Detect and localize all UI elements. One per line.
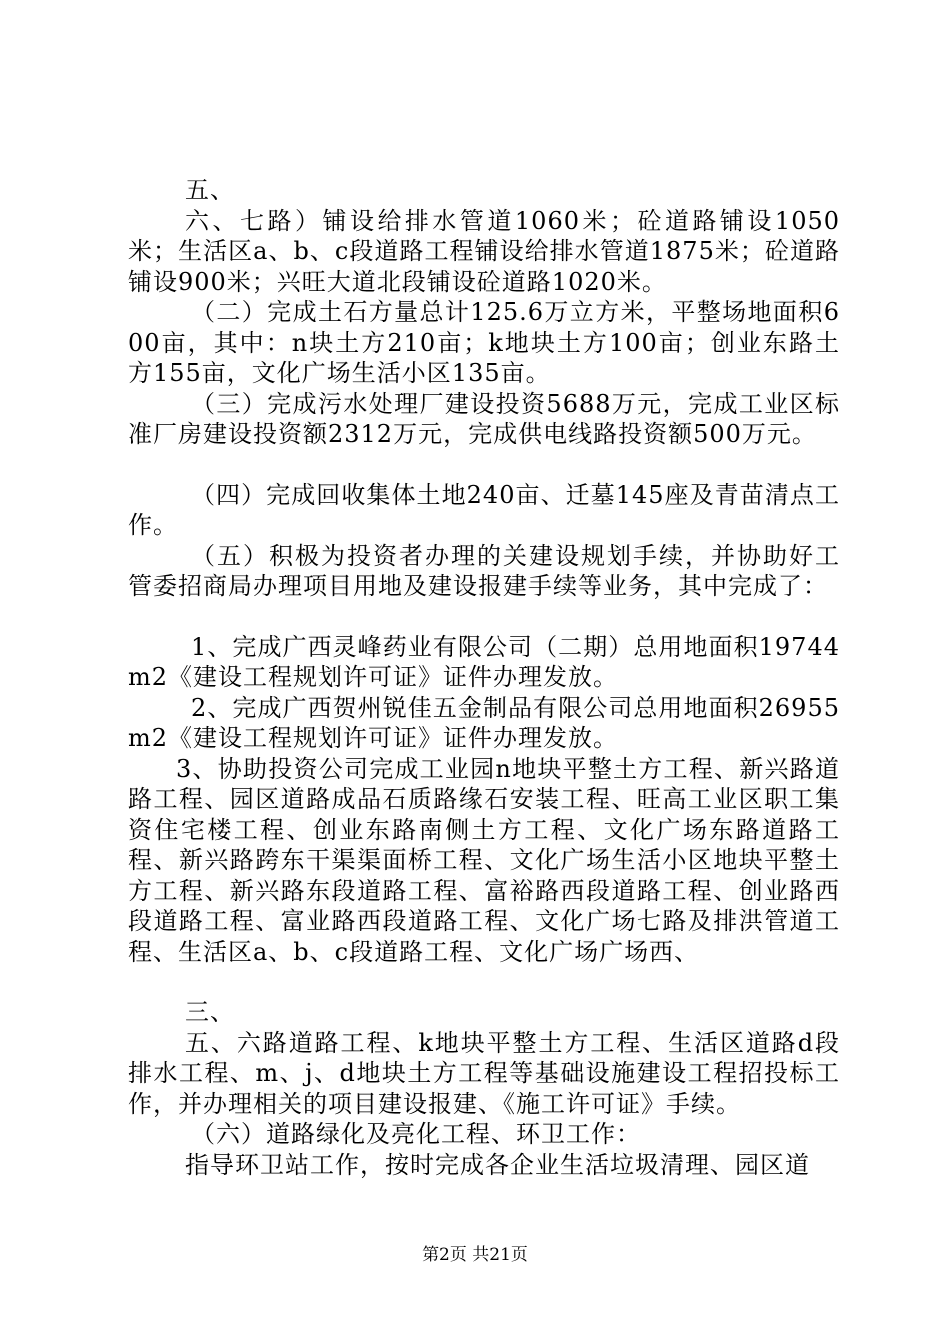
paragraph: 指导环卫站工作，按时完成各企业生活垃圾清理、园区道	[185, 1150, 810, 1179]
list-item: 2、完成广西贺州锐佳五金制品有限公司总用地面积26955m2《建设工程规划许可证》证件办理发放。	[128, 693, 840, 752]
paragraph: （六）道路绿化及亮化工程、环卫工作：	[191, 1120, 641, 1148]
paragraph: 五、	[185, 176, 235, 204]
paragraph: 三、	[185, 998, 235, 1026]
paragraph: 六、七路）铺设给排水管道1060米；砼道路铺设1050米；生活区a、b、c段道路工程铺设给排水管道1875米；砼道路铺设900米；兴旺大道北段铺设砼道路1020米。	[128, 206, 840, 296]
document-body	[128, 175, 840, 1180]
paragraph: 五、六路道路工程、k地块平整土方工程、生活区道路d段排水工程、m、j、d地块土方工程等基础设施建设工程招投标工作，并办理相关的项目建设报建、《施工许可证》手续。	[128, 1028, 840, 1118]
paragraph: （三）完成污水处理厂建设投资5688万元，完成工业区标准厂房建设投资额2312万元，完成供电线路投资额500万元。	[128, 389, 840, 448]
paragraph: （二）完成土石方量总计125.6万立方米，平整场地面积600亩，其中：n块土方210亩；k地块土方100亩；创业东路土方155亩，文化广场生活小区135亩。	[128, 298, 840, 387]
list-item: 1、完成广西灵峰药业有限公司（二期）总用地面积19744m2《建设工程规划许可证》证件办理发放。	[128, 632, 840, 691]
page-number: 第2页 共21页	[422, 1245, 528, 1265]
paragraph: （五）积极为投资者办理的关建设规划手续，并协助好工管委招商局办理项目用地及建设报建手续等业务，其中完成了：	[128, 541, 840, 600]
list-item: 3、协助投资公司完成工业园n地块平整土方工程、新兴路道路工程、园区道路成品石质路缘石安装工程、旺高工业区职工集资住宅楼工程、创业东路南侧土方工程、文化广场东路道路工程、新兴路跨东干渠渠面桥工程、文化广场生活小区地块平整土方工程、新兴路东段道路工程、富裕路西段道路工程、创业路西段道路工程、富业路西段道路工程、文化广场七路及排洪管道工程、生活区a、b、c段道路工程、文化广场广场西、	[128, 754, 840, 966]
paragraph: （四）完成回收集体土地240亩、迁墓145座及青苗清点工作。	[128, 480, 840, 539]
